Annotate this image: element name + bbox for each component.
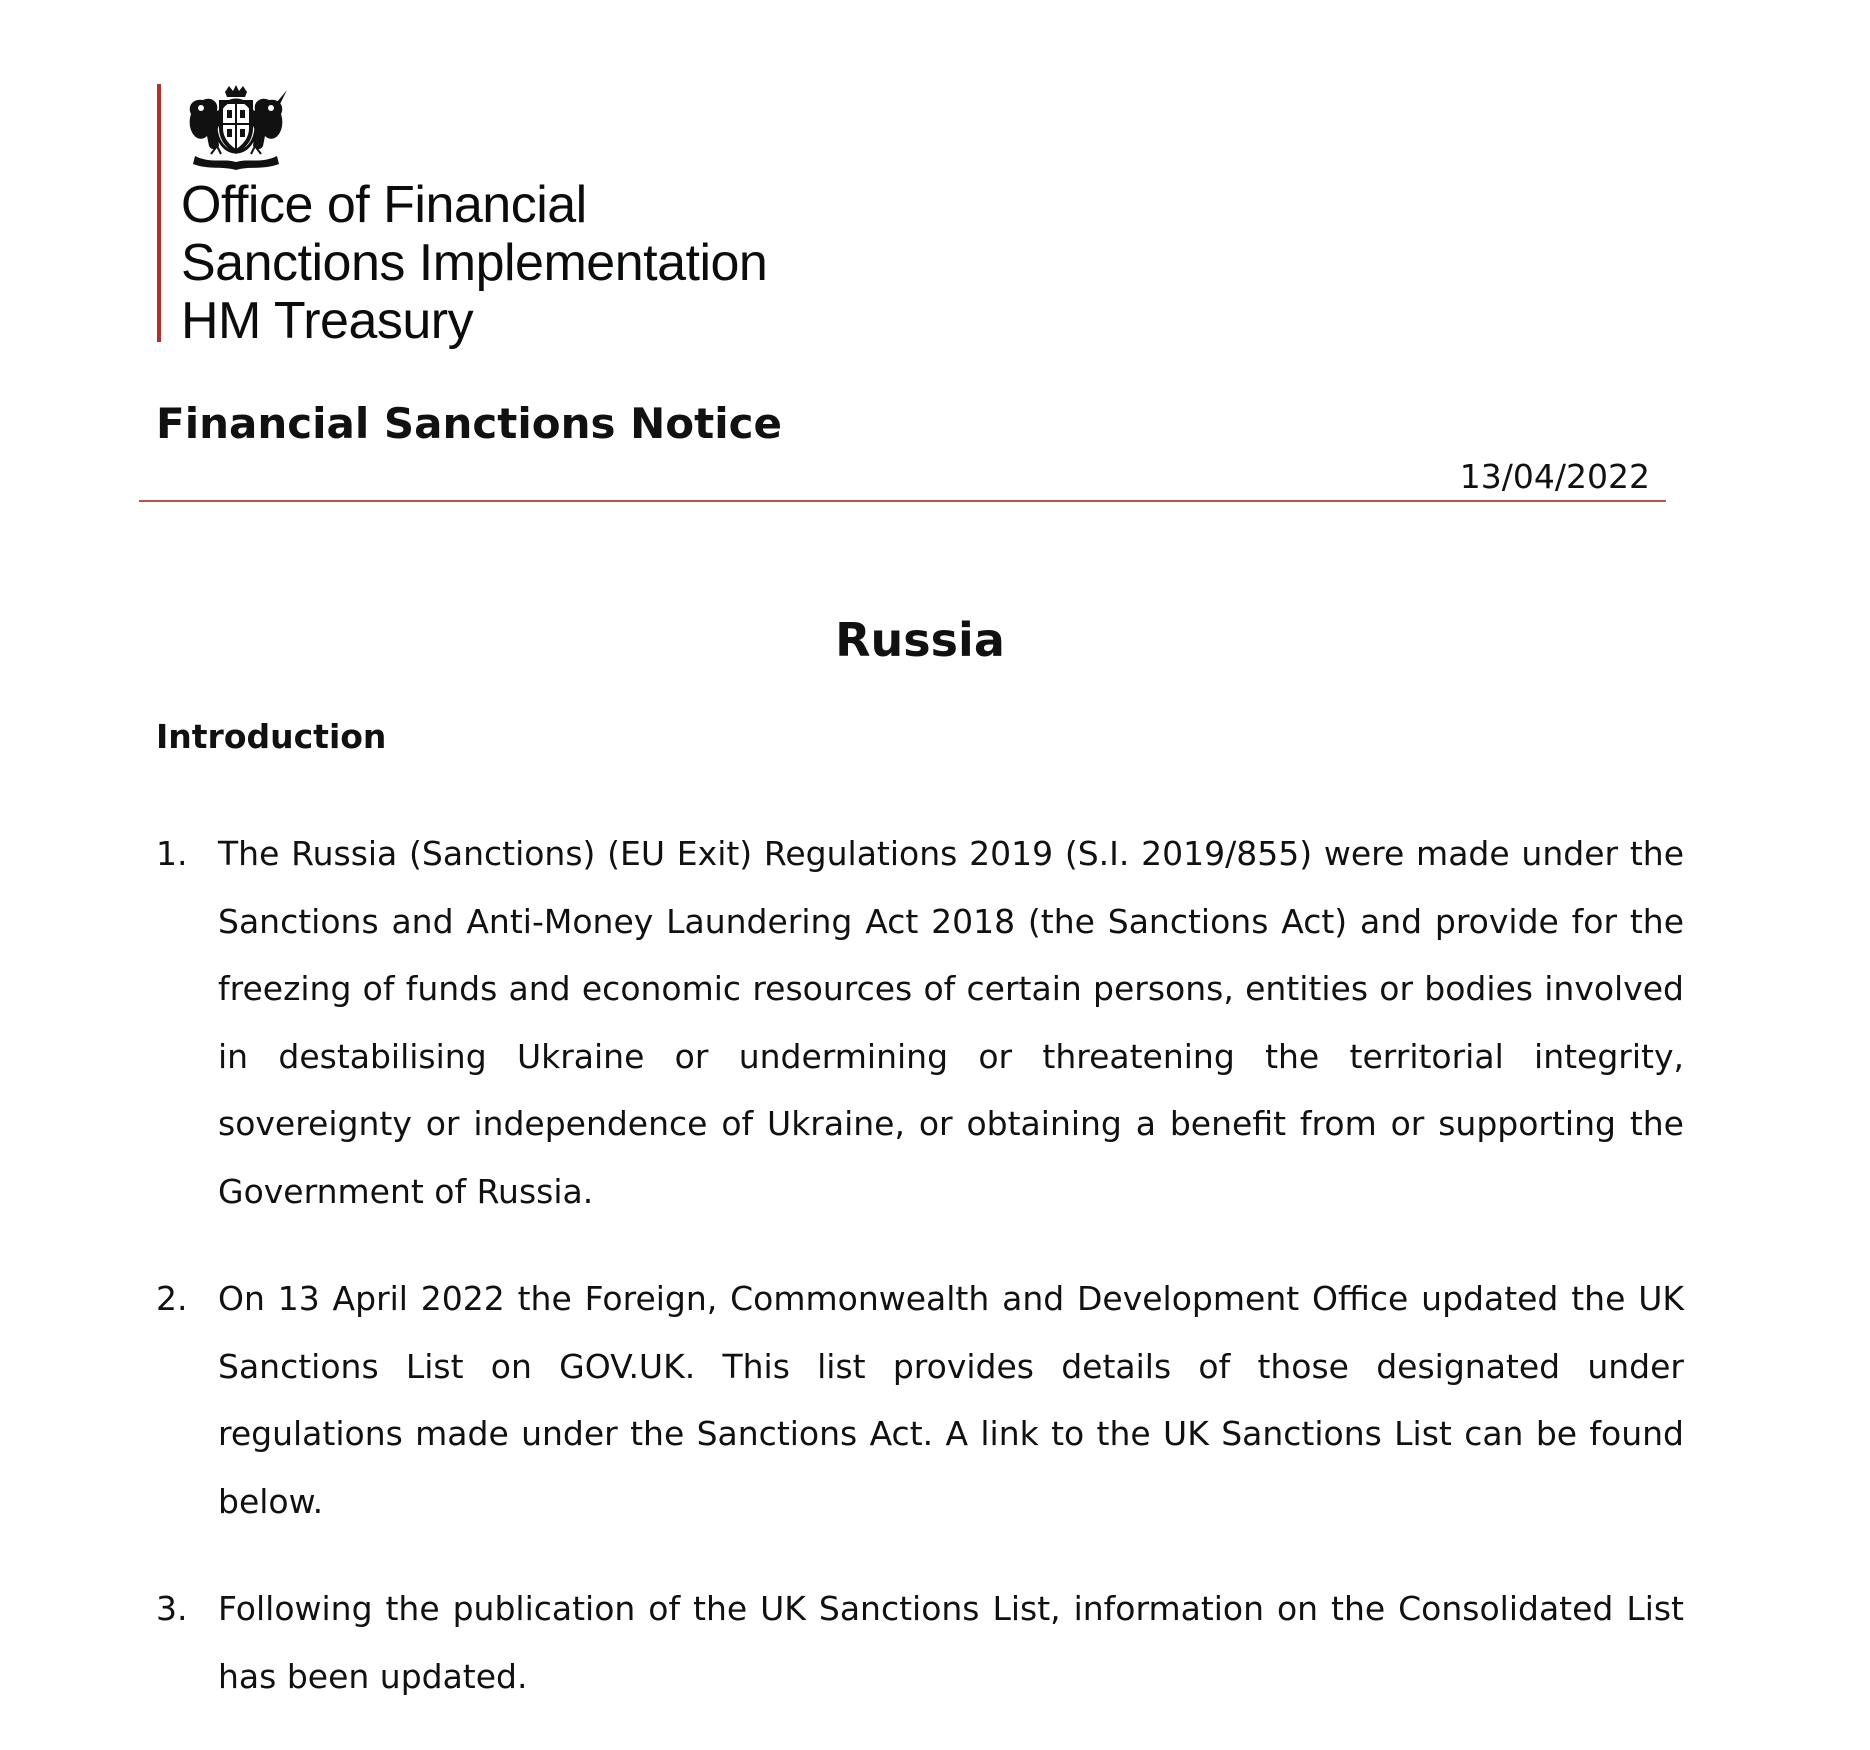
paragraph-number: 3.: [156, 1589, 188, 1628]
paragraph-number: 2.: [156, 1279, 188, 1318]
section-heading-introduction: Introduction: [156, 717, 387, 756]
royal-coat-of-arms-icon: [181, 84, 291, 170]
numbered-paragraph-list: [156, 820, 1684, 1750]
paragraph-3: [156, 1575, 1684, 1710]
org-name-line-2: Sanctions Implementation: [181, 234, 768, 292]
paragraph-number: 1.: [156, 834, 188, 873]
notice-date: 13/04/2022: [1459, 457, 1650, 496]
org-name-line-1: Office of Financial: [181, 176, 587, 234]
organisation-name: [181, 176, 767, 350]
paragraph-text: Following the publication of the UK Sanctions List, information on the Consolidated List has been updated.: [218, 1589, 1684, 1696]
paragraph-text: On 13 April 2022 the Foreign, Commonwealth and Development Office updated the UK Sanctions List on GOV.UK. This list provides details of those designated under regulations made under the Sanctions Act. A link to the UK Sanctions List can be found below.: [218, 1279, 1684, 1521]
paragraph-text: The Russia (Sanctions) (EU Exit) Regulations 2019 (S.I. 2019/855) were made under the Sanctions and Anti-Money Laundering Act 2018 (the Sanctions Act) and provide for the freezing of funds and economic resources of certain persons, entities or bodies involved in destabilising Ukraine or undermining or threatening the territorial integrity, sovereignty or independence of Ukraine, or obtaining a benefit from or supporting the Government of Russia.: [218, 834, 1684, 1211]
paragraph-1: [156, 820, 1684, 1225]
header-divider: [139, 500, 1666, 502]
letterhead: [157, 84, 768, 350]
document-title: Russia: [835, 613, 1005, 667]
org-name-line-3: HM Treasury: [181, 292, 474, 350]
notice-title: Financial Sanctions Notice: [156, 399, 782, 448]
paragraph-2: [156, 1265, 1684, 1535]
